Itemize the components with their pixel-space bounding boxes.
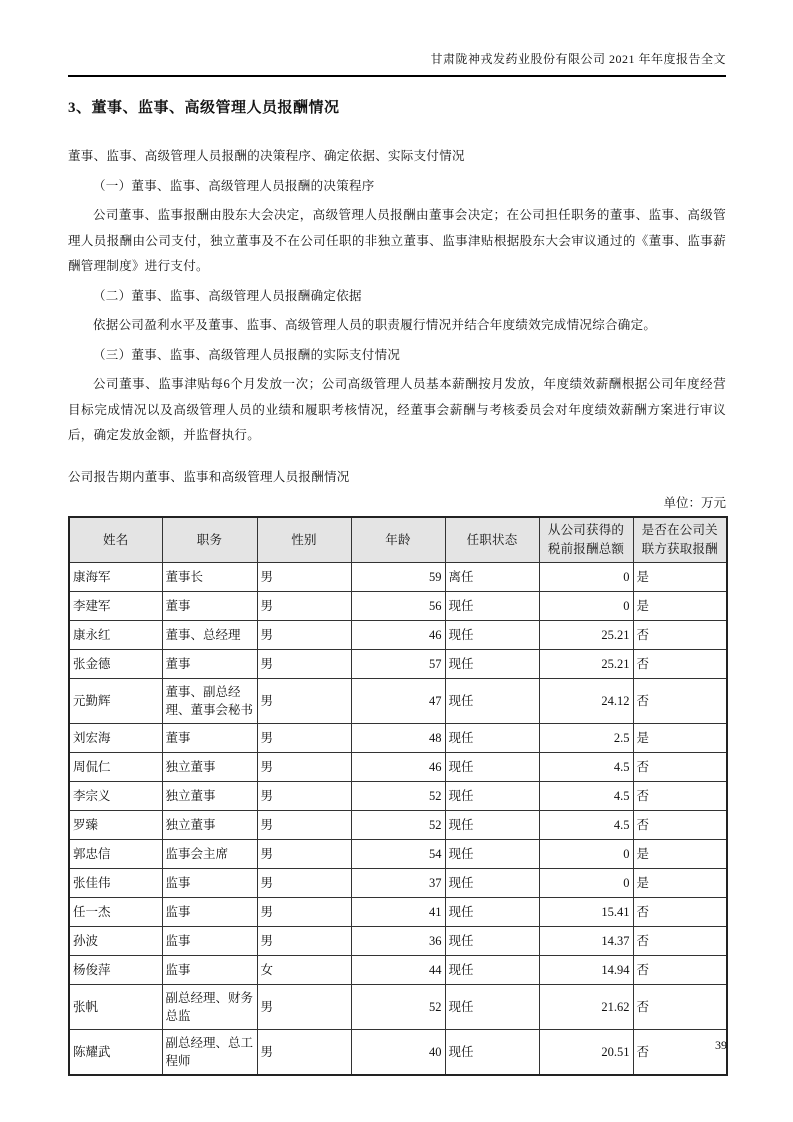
- cell-status: 现任: [445, 956, 539, 985]
- cell-related-party: 否: [633, 621, 727, 650]
- cell-status: 现任: [445, 927, 539, 956]
- cell-gender: 男: [257, 840, 351, 869]
- subsection-2-heading: （二）董事、监事、高级管理人员报酬确定依据: [93, 288, 362, 303]
- cell-age: 46: [351, 621, 445, 650]
- column-header-3: 年龄: [351, 517, 445, 563]
- column-header-2: 性别: [257, 517, 351, 563]
- cell-age: 37: [351, 869, 445, 898]
- table-row: [69, 650, 727, 679]
- table-caption: 公司报告期内董事、监事和高级管理人员报酬情况: [68, 469, 350, 484]
- cell-name: 元勤辉: [69, 679, 162, 724]
- cell-compensation: 0: [539, 563, 633, 592]
- cell-name: 周侃仁: [69, 753, 162, 782]
- table-row: [69, 679, 727, 724]
- cell-compensation: 0: [539, 592, 633, 621]
- cell-compensation: 0: [539, 840, 633, 869]
- cell-status: 现任: [445, 869, 539, 898]
- cell-status: 离任: [445, 563, 539, 592]
- cell-age: 41: [351, 898, 445, 927]
- column-header-6: 是否在公司关联方获取报酬: [633, 517, 727, 563]
- cell-status: 现任: [445, 840, 539, 869]
- page-number: 39: [715, 1038, 727, 1052]
- table-row: [69, 898, 727, 927]
- cell-related-party: 是: [633, 592, 727, 621]
- subsection-3-heading: （三）董事、监事、高级管理人员报酬的实际支付情况: [93, 347, 401, 362]
- cell-compensation: 24.12: [539, 679, 633, 724]
- cell-status: 现任: [445, 1030, 539, 1076]
- cell-status: 现任: [445, 782, 539, 811]
- subsection-3-body: 公司董事、监事津贴每6个月发放一次；公司高级管理人员基本薪酬按月发放，年度绩效薪酬根据公司年度经营目标完成情况以及高级管理人员的业绩和履职考核情况，经董事会薪酬与考核委员会对年度绩效薪酬方案进行审议后，确定发放金额，并监督执行。: [68, 377, 726, 442]
- cell-status: 现任: [445, 985, 539, 1030]
- cell-status: 现任: [445, 679, 539, 724]
- cell-status: 现任: [445, 650, 539, 679]
- cell-name: 康海军: [69, 563, 162, 592]
- cell-related-party: 否: [633, 679, 727, 724]
- cell-compensation: 14.94: [539, 956, 633, 985]
- cell-gender: 男: [257, 927, 351, 956]
- cell-position: 副总经理、财务总监: [162, 985, 257, 1030]
- cell-related-party: 否: [633, 985, 727, 1030]
- cell-name: 张帆: [69, 985, 162, 1030]
- cell-name: 刘宏海: [69, 724, 162, 753]
- cell-related-party: 否: [633, 898, 727, 927]
- table-row: [69, 1030, 727, 1076]
- cell-compensation: 15.41: [539, 898, 633, 927]
- cell-gender: 男: [257, 898, 351, 927]
- cell-name: 孙波: [69, 927, 162, 956]
- subsection-1-heading: （一）董事、监事、高级管理人员报酬的决策程序: [93, 178, 375, 193]
- cell-related-party: 是: [633, 869, 727, 898]
- cell-age: 52: [351, 782, 445, 811]
- cell-related-party: 否: [633, 927, 727, 956]
- cell-gender: 男: [257, 621, 351, 650]
- cell-age: 57: [351, 650, 445, 679]
- unit-label: 单位：万元: [663, 496, 726, 510]
- cell-position: 监事: [162, 869, 257, 898]
- column-header-0: 姓名: [69, 517, 162, 563]
- cell-related-party: 否: [633, 782, 727, 811]
- table-row: [69, 753, 727, 782]
- cell-gender: 男: [257, 592, 351, 621]
- cell-gender: 男: [257, 1030, 351, 1076]
- table-row: [69, 840, 727, 869]
- cell-status: 现任: [445, 898, 539, 927]
- cell-compensation: 2.5: [539, 724, 633, 753]
- cell-age: 44: [351, 956, 445, 985]
- table-row: [69, 869, 727, 898]
- cell-age: 36: [351, 927, 445, 956]
- cell-compensation: 0: [539, 869, 633, 898]
- cell-status: 现任: [445, 592, 539, 621]
- cell-name: 郭忠信: [69, 840, 162, 869]
- cell-position: 董事、总经理: [162, 621, 257, 650]
- header-divider: [68, 75, 726, 77]
- cell-gender: 女: [257, 956, 351, 985]
- cell-status: 现任: [445, 811, 539, 840]
- cell-gender: 男: [257, 869, 351, 898]
- cell-compensation: 4.5: [539, 753, 633, 782]
- cell-age: 40: [351, 1030, 445, 1076]
- cell-related-party: 是: [633, 563, 727, 592]
- table-row: [69, 563, 727, 592]
- cell-gender: 男: [257, 563, 351, 592]
- cell-position: 独立董事: [162, 811, 257, 840]
- cell-position: 董事: [162, 650, 257, 679]
- header-row: [69, 517, 727, 563]
- compensation-table-body: [69, 563, 727, 1076]
- cell-position: 副总经理、总工程师: [162, 1030, 257, 1076]
- cell-name: 李宗义: [69, 782, 162, 811]
- cell-related-party: 否: [633, 650, 727, 679]
- cell-gender: 男: [257, 811, 351, 840]
- cell-name: 罗臻: [69, 811, 162, 840]
- cell-status: 现任: [445, 724, 539, 753]
- compensation-table-head: [69, 517, 727, 563]
- cell-position: 董事: [162, 724, 257, 753]
- cell-related-party: 是: [633, 724, 727, 753]
- cell-position: 独立董事: [162, 782, 257, 811]
- cell-age: 54: [351, 840, 445, 869]
- table-row: [69, 592, 727, 621]
- subsection-2-body: 依据公司盈利水平及董事、监事、高级管理人员的职责履行情况并结合年度绩效完成情况综合确定。: [93, 318, 657, 332]
- table-row: [69, 782, 727, 811]
- cell-age: 56: [351, 592, 445, 621]
- cell-age: 52: [351, 811, 445, 840]
- cell-name: 张佳伟: [69, 869, 162, 898]
- compensation-table: [68, 516, 728, 1076]
- cell-gender: 男: [257, 985, 351, 1030]
- cell-gender: 男: [257, 753, 351, 782]
- cell-gender: 男: [257, 679, 351, 724]
- table-row: [69, 811, 727, 840]
- cell-gender: 男: [257, 650, 351, 679]
- cell-related-party: 否: [633, 956, 727, 985]
- cell-compensation: 25.21: [539, 621, 633, 650]
- cell-status: 现任: [445, 621, 539, 650]
- table-row: [69, 621, 727, 650]
- cell-age: 46: [351, 753, 445, 782]
- report-header-title: 甘肃陇神戎发药业股份有限公司 2021 年年度报告全文: [430, 52, 726, 66]
- table-row: [69, 927, 727, 956]
- cell-compensation: 4.5: [539, 782, 633, 811]
- cell-gender: 男: [257, 724, 351, 753]
- cell-name: 张金德: [69, 650, 162, 679]
- cell-gender: 男: [257, 782, 351, 811]
- cell-related-party: 是: [633, 840, 727, 869]
- cell-name: 杨俊萍: [69, 956, 162, 985]
- cell-position: 监事: [162, 898, 257, 927]
- cell-position: 监事: [162, 927, 257, 956]
- column-header-4: 任职状态: [445, 517, 539, 563]
- intro-paragraph: 董事、监事、高级管理人员报酬的决策程序、确定依据、实际支付情况: [68, 149, 465, 163]
- cell-compensation: 14.37: [539, 927, 633, 956]
- cell-position: 监事会主席: [162, 840, 257, 869]
- cell-name: 任一杰: [69, 898, 162, 927]
- cell-compensation: 4.5: [539, 811, 633, 840]
- cell-position: 董事: [162, 592, 257, 621]
- cell-related-party: 否: [633, 753, 727, 782]
- cell-compensation: 25.21: [539, 650, 633, 679]
- cell-age: 47: [351, 679, 445, 724]
- cell-compensation: 21.62: [539, 985, 633, 1030]
- column-header-5: 从公司获得的税前报酬总额: [539, 517, 633, 563]
- cell-status: 现任: [445, 753, 539, 782]
- section-title: 3、董事、监事、高级管理人员报酬情况: [68, 100, 340, 116]
- cell-related-party: 否: [633, 1030, 727, 1076]
- subsection-1-body: 公司董事、监事报酬由股东大会决定，高级管理人员报酬由董事会决定；在公司担任职务的董事、监事、高级管理人员报酬由公司支付，独立董事及不在公司任职的非独立董事、监事津贴根据股东大会审议通过的《董事、监事薪酬管理制度》进行支付。: [68, 208, 726, 273]
- cell-name: 康永红: [69, 621, 162, 650]
- table-row: [69, 724, 727, 753]
- cell-position: 独立董事: [162, 753, 257, 782]
- table-row: [69, 956, 727, 985]
- cell-related-party: 否: [633, 811, 727, 840]
- table-row: [69, 985, 727, 1030]
- cell-position: 监事: [162, 956, 257, 985]
- cell-position: 董事长: [162, 563, 257, 592]
- cell-age: 48: [351, 724, 445, 753]
- cell-compensation: 20.51: [539, 1030, 633, 1076]
- document-page: [68, 0, 726, 1076]
- cell-name: 陈耀武: [69, 1030, 162, 1076]
- cell-position: 董事、副总经理、董事会秘书: [162, 679, 257, 724]
- column-header-1: 职务: [162, 517, 257, 563]
- cell-name: 李建军: [69, 592, 162, 621]
- cell-age: 52: [351, 985, 445, 1030]
- cell-age: 59: [351, 563, 445, 592]
